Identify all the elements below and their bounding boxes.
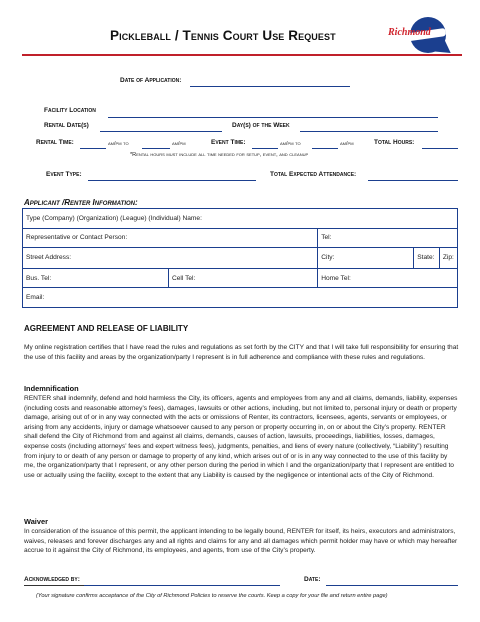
agreement-heading: AGREEMENT AND RELEASE OF LIABILITY — [24, 324, 189, 333]
zip-cell[interactable]: Zip: — [442, 254, 454, 262]
total-attendance-label: Total Expected Attendance: — [270, 171, 357, 178]
applicant-info-heading: Applicant /Renter Information: — [24, 198, 138, 207]
date-label: Date: — [304, 576, 321, 583]
rental-time-ampm-to: am/pm to — [108, 141, 129, 147]
waiver-text: In consideration of the issuance of this permit, the applicant intending to be legally bound, RENTER for itself, its heirs, executors and administrators, waives, releases and forever discharges any and all rights and claims for any and all damages which permit holder may have or which may hereafter accrue to it against the City of Richmond, its employees, and agents, from use of the City’s property. — [24, 528, 458, 555]
email-cell[interactable]: Email: — [23, 288, 458, 308]
rental-time-end-field[interactable] — [142, 148, 170, 149]
rental-dates-field[interactable] — [100, 131, 222, 132]
logo-text: Richmond — [388, 27, 431, 38]
days-of-week-field[interactable] — [300, 131, 438, 132]
rental-time-start-field[interactable] — [80, 148, 106, 149]
state-cell[interactable]: State: — [414, 248, 440, 268]
event-time-ampm-to: am/pm to — [280, 141, 301, 147]
date-of-application-label: Date of Application: — [120, 77, 182, 84]
rep-tel-cell[interactable]: Tel: — [318, 228, 458, 248]
home-tel-cell[interactable]: Home Tel: — [318, 268, 458, 288]
days-of-week-label: Day(s) of the Week — [232, 122, 290, 129]
date-of-application-field[interactable] — [190, 86, 350, 87]
state-zip-wrapper — [414, 248, 457, 268]
rental-time-label: Rental Time: — [36, 139, 74, 146]
facility-location-field[interactable] — [108, 117, 438, 118]
form-title: Pickleball / Tennis Court Use Request — [110, 28, 336, 43]
rental-time-ampm: am/pm — [172, 141, 186, 147]
state-zip-cell — [414, 248, 458, 269]
event-type-label: Event Type: — [46, 171, 82, 178]
footer-note: (Your signature confirms acceptance of the City of Richmond Policies to reserve the courts. Keep a copy for your file and return entire page) — [36, 593, 388, 599]
waiver-heading: Waiver — [24, 517, 48, 526]
total-hours-label: Total Hours: — [374, 139, 415, 146]
agreement-intro: My online registration certifies that I have read the rules and regulations as set forth by the CITY and that I will take full responsibility for ensuring that the use of this facility and areas by the organization/party I represent is in full adherence and compliance with these rules and regulations. — [24, 344, 459, 361]
event-time-ampm: am/pm — [340, 141, 354, 147]
acknowledged-by-label: Acknowledged by: — [24, 576, 80, 583]
applicant-info-table — [22, 208, 458, 308]
indemnification-text: RENTER shall indemnify, defend and hold harmless the City, its officers, agents and employees from any and all claims, demands, liability, expenses (including costs and reasonable attorney’s fees), damages, lawsuits or other actions, including, but not limited to, personal injury or death or property damage, arising out of or in any way connected with the acts or omissions of Renter, its contractors, licensees, agents, servants or employees, or arising from any accidents, injury or damage whatsoever caused to any person or property occurring in, on or about the City’s property. RENTER shall defend the City of Richmond from and against all claims, demands, causes of action, lawsuits, proceedings, liabilities, losses, damages, expense costs (including attorneys’ fees and expert witness fees), judgments, penalties, and liens of every nature (collectively, “Liability”) resulting from injury to or death of any person or damage to property of any kind, which arises out of or is in any way connected to the use of this facility by me, the organization/party that I represent, or any other person during the period in which I and the organization/party that I represent are entitled to use or actually using the facility, except to the extent that any Liability is caused by the negligence or intentional acts of the City of Richmond. — [24, 395, 458, 479]
event-time-start-field[interactable] — [252, 148, 278, 149]
event-time-end-field[interactable] — [312, 148, 338, 149]
signature-field[interactable] — [84, 585, 280, 586]
event-type-field[interactable] — [88, 180, 256, 181]
type-name-cell[interactable]: Type (Company) (Organization) (League) (Individual) Name: — [23, 209, 458, 229]
cell-tel-cell[interactable]: Cell Tel: — [169, 268, 318, 288]
rental-dates-label: Rental Date(s) — [44, 122, 89, 129]
city-cell[interactable]: City: — [318, 248, 414, 269]
bus-tel-cell[interactable]: Bus. Tel: — [23, 268, 169, 288]
total-attendance-field[interactable] — [368, 180, 458, 181]
date-field[interactable] — [326, 585, 458, 586]
indemnification-heading: Indemnification — [24, 384, 79, 393]
total-hours-field[interactable] — [422, 148, 458, 149]
richmond-logo — [388, 15, 460, 57]
event-time-label: Event Time: — [211, 139, 246, 146]
representative-cell[interactable]: Representative or Contact Person: — [23, 228, 318, 248]
header-divider — [22, 54, 462, 56]
street-address-cell[interactable]: Street Address: — [23, 248, 318, 269]
rental-hours-note: *Rental hours must include all time needed for setup, event, and cleanup — [130, 152, 309, 158]
facility-location-label: Facility Location — [44, 107, 96, 114]
